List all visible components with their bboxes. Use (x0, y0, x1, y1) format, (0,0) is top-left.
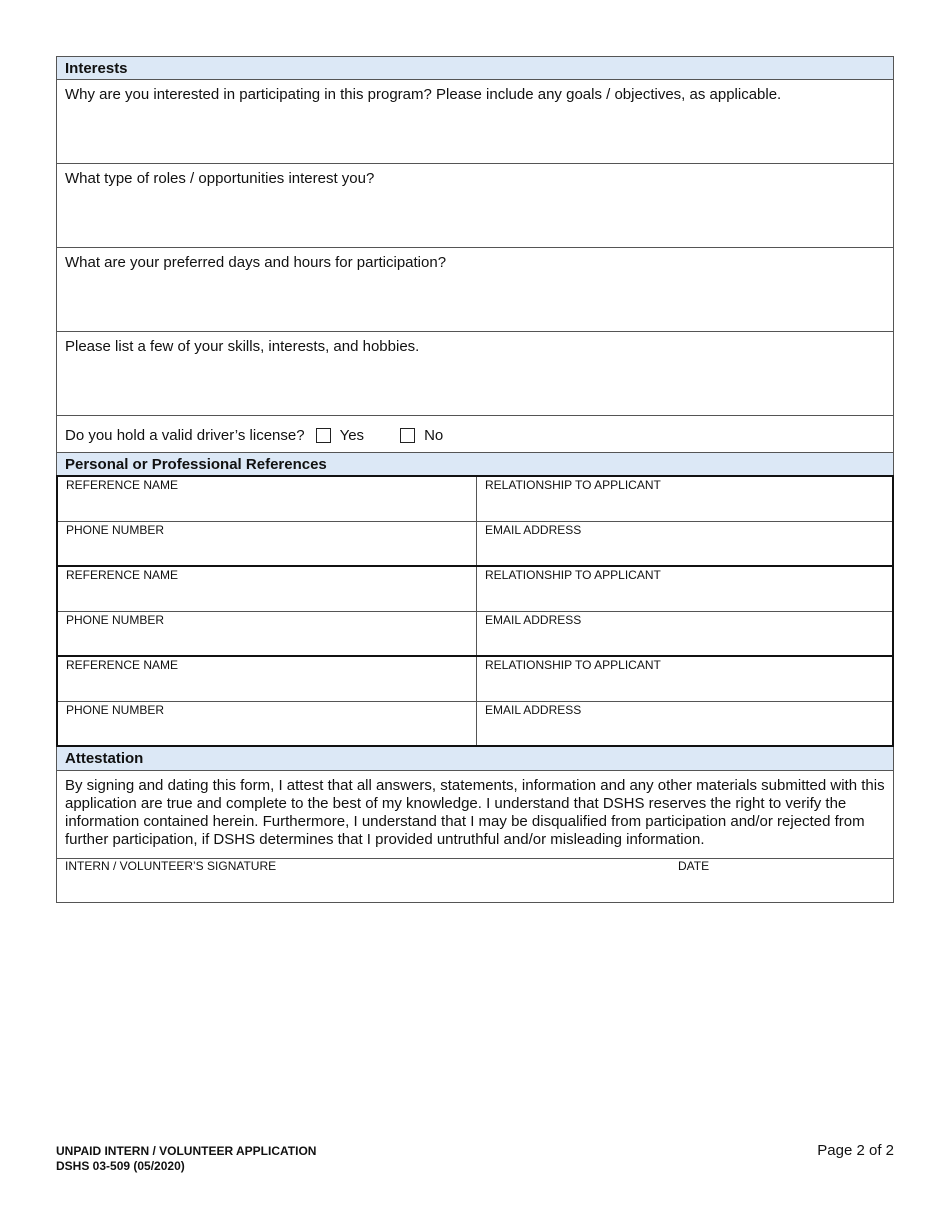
relationship-field[interactable] (477, 477, 892, 521)
reference-name-label: REFERENCE NAME (66, 658, 179, 672)
form-number: DSHS 03-509 (05/2020) (56, 1159, 185, 1173)
form-footer (56, 1144, 316, 1174)
phone-number-label: PHONE NUMBER (66, 613, 165, 627)
signature-row (56, 858, 894, 903)
relationship-label: RELATIONSHIP TO APPLICANT (485, 478, 661, 492)
signature-field[interactable] (65, 859, 678, 902)
license-yes-label: Yes (339, 427, 365, 444)
reference-1 (56, 475, 894, 567)
references-heading: Personal or Professional References (56, 452, 894, 475)
phone-number-field[interactable] (58, 702, 477, 745)
page-number: Page 2 of 2 (817, 1142, 894, 1159)
application-form (56, 56, 894, 903)
reference-name-field[interactable] (58, 477, 477, 521)
attestation-heading: Attestation (56, 747, 894, 770)
relationship-label: RELATIONSHIP TO APPLICANT (485, 568, 661, 582)
drivers-license-label: Do you hold a valid driver’s license? (65, 427, 305, 444)
email-address-label: EMAIL ADDRESS (485, 523, 582, 537)
interests-heading: Interests (56, 56, 894, 79)
reference-name-label: REFERENCE NAME (66, 478, 179, 492)
email-address-field[interactable] (477, 522, 892, 565)
phone-number-field[interactable] (58, 522, 477, 565)
phone-number-field[interactable] (58, 612, 477, 655)
skills-hobbies-field[interactable] (56, 331, 894, 415)
attestation-text: By signing and dating this form, I attest that all answers, statements, information and any other materials submitted with this application are true and complete to the best of my knowledge. I understand that DSHS reserves the right to verify the information contained herein. Furthermore, I understand that I may be disqualified from participation and/or rejected from further participation, if DSHS determines that I provided untruthful and/or misleading information. (56, 770, 894, 858)
reference-2 (56, 567, 894, 657)
reference-3 (56, 657, 894, 747)
reference-name-field[interactable] (58, 657, 477, 701)
preferred-hours-field[interactable] (56, 247, 894, 331)
drivers-license-row (56, 415, 894, 452)
interest-reason-label: Why are you interested in participating in this program? Please include any goals / objectives, as applicable. (65, 86, 782, 103)
skills-hobbies-label: Please list a few of your skills, interests, and hobbies. (65, 338, 420, 355)
relationship-label: RELATIONSHIP TO APPLICANT (485, 658, 661, 672)
preferred-hours-label: What are your preferred days and hours for participation? (65, 254, 447, 271)
license-no-checkbox[interactable] (400, 428, 415, 443)
email-address-label: EMAIL ADDRESS (485, 613, 582, 627)
license-yes-checkbox[interactable] (316, 428, 331, 443)
email-address-field[interactable] (477, 702, 892, 745)
email-address-field[interactable] (477, 612, 892, 655)
phone-number-label: PHONE NUMBER (66, 523, 165, 537)
signature-label: INTERN / VOLUNTEER’S SIGNATURE (65, 859, 277, 873)
date-label: DATE (678, 859, 710, 873)
interest-reason-field[interactable] (56, 79, 894, 163)
roles-interest-label: What type of roles / opportunities interest you? (65, 170, 375, 187)
roles-interest-field[interactable] (56, 163, 894, 247)
reference-name-field[interactable] (58, 567, 477, 611)
relationship-field[interactable] (477, 657, 892, 701)
phone-number-label: PHONE NUMBER (66, 703, 165, 717)
date-field[interactable] (678, 859, 709, 902)
reference-name-label: REFERENCE NAME (66, 568, 179, 582)
email-address-label: EMAIL ADDRESS (485, 703, 582, 717)
relationship-field[interactable] (477, 567, 892, 611)
license-no-label: No (424, 427, 444, 444)
form-title: UNPAID INTERN / VOLUNTEER APPLICATION (56, 1144, 317, 1158)
